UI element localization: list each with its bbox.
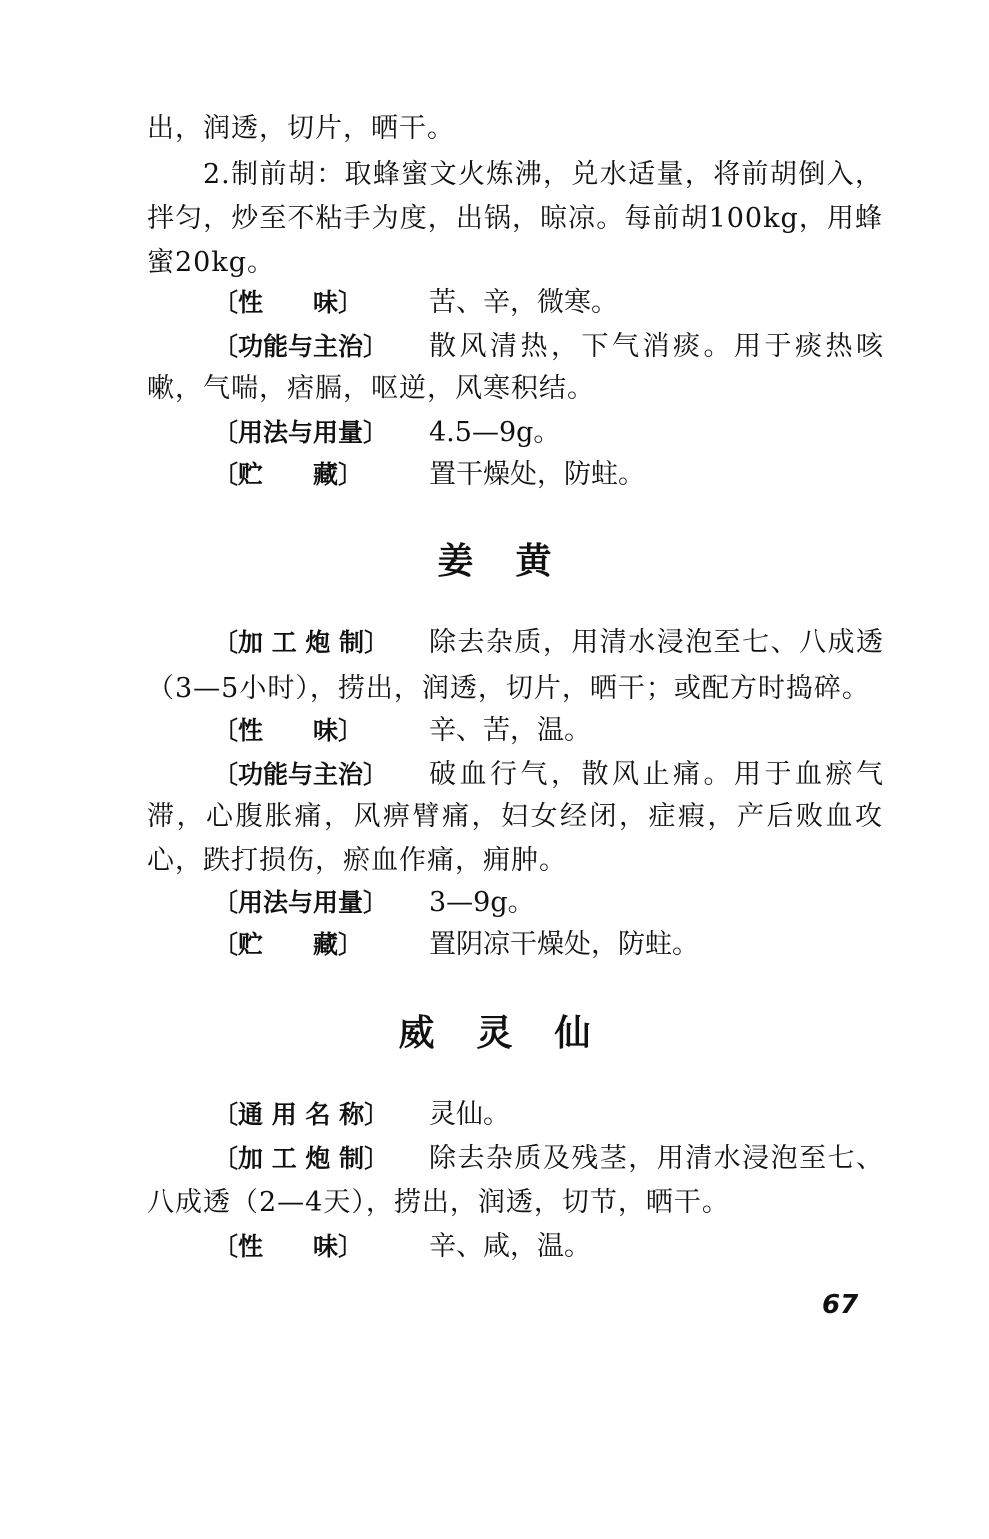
entry-label: 〔性 味〕 <box>213 288 364 317</box>
entry-text: 置干燥处，防蛀。 <box>429 459 645 490</box>
function-entry <box>213 758 883 792</box>
section-title <box>0 1012 989 1056</box>
paragraph-line: 出，润透，切片，晒干。 <box>147 113 455 144</box>
entry-text: 4.5—9g。 <box>429 417 561 448</box>
paragraph-line: 2.制前胡：取蜂蜜文火炼沸，兑水适量，将前胡倒入， <box>203 159 883 190</box>
entry-text: 苦、辛，微寒。 <box>429 287 618 318</box>
usage-entry <box>213 416 560 450</box>
storage-entry <box>213 928 699 962</box>
taste-entry <box>213 1230 591 1264</box>
entry-label: 〔加 工 炮 制〕 <box>213 628 390 657</box>
entry-label: 〔性 味〕 <box>213 716 364 745</box>
paragraph-line: 滞，心腹胀痛，风痹臂痛，妇女经闭，症瘕，产后败血攻 <box>147 801 883 832</box>
paragraph-line: 蜜20kg。 <box>147 247 276 278</box>
section-title <box>0 540 989 584</box>
process-entry <box>213 626 883 660</box>
entry-label: 〔加 工 炮 制〕 <box>213 1144 390 1173</box>
process-entry <box>213 1142 883 1176</box>
entry-text: 破血行气，散风止痛。用于血瘀气 <box>429 759 883 790</box>
paragraph-line: 心，跌打损伤，瘀血作痛，痈肿。 <box>147 845 567 876</box>
entry-label: 〔贮 藏〕 <box>213 460 364 489</box>
entry-text: 辛、苦，温。 <box>429 715 591 746</box>
taste-entry <box>213 714 591 748</box>
entry-label: 〔通 用 名 称〕 <box>213 1100 390 1129</box>
entry-label: 〔功能与主治〕 <box>213 760 389 789</box>
entry-label: 〔功能与主治〕 <box>213 332 389 361</box>
entry-text: 灵仙。 <box>429 1099 510 1130</box>
entry-label: 〔贮 藏〕 <box>213 930 364 959</box>
entry-text: 除去杂质，用清水浸泡至七、八成透 <box>429 627 883 658</box>
entry-text: 辛、咸，温。 <box>429 1231 591 1262</box>
taste-entry <box>213 286 618 320</box>
storage-entry <box>213 458 645 492</box>
function-entry <box>213 330 883 364</box>
entry-label: 〔用法与用量〕 <box>213 418 389 447</box>
section-title-text: 姜黄 <box>437 541 594 582</box>
paragraph-line: 八成透（2—4天），捞出，润透，切节，晒干。 <box>147 1187 730 1218</box>
entry-label: 〔性 味〕 <box>213 1232 364 1261</box>
entry-text: 置阴凉干燥处，防蛀。 <box>429 929 699 960</box>
paragraph-line: （3—5小时），捞出，润透，切片，晒干；或配方时捣碎。 <box>147 673 870 704</box>
entry-text: 除去杂质及残茎，用清水浸泡至七、 <box>429 1143 883 1174</box>
usage-entry <box>213 886 535 920</box>
section-title-text: 威灵仙 <box>398 1013 633 1054</box>
entry-label: 〔用法与用量〕 <box>213 888 389 917</box>
entry-text: 散风清热，下气消痰。用于痰热咳 <box>429 331 883 362</box>
paragraph-line: 嗽，气喘，痞膈，呕逆，风寒积结。 <box>147 373 595 404</box>
page-number: 67 <box>822 1290 859 1320</box>
entry-text: 3—9g。 <box>429 887 535 918</box>
common-name-entry <box>213 1098 510 1132</box>
paragraph-line: 拌匀，炒至不粘手为度，出锅，晾凉。每前胡100kg，用蜂 <box>147 203 883 234</box>
